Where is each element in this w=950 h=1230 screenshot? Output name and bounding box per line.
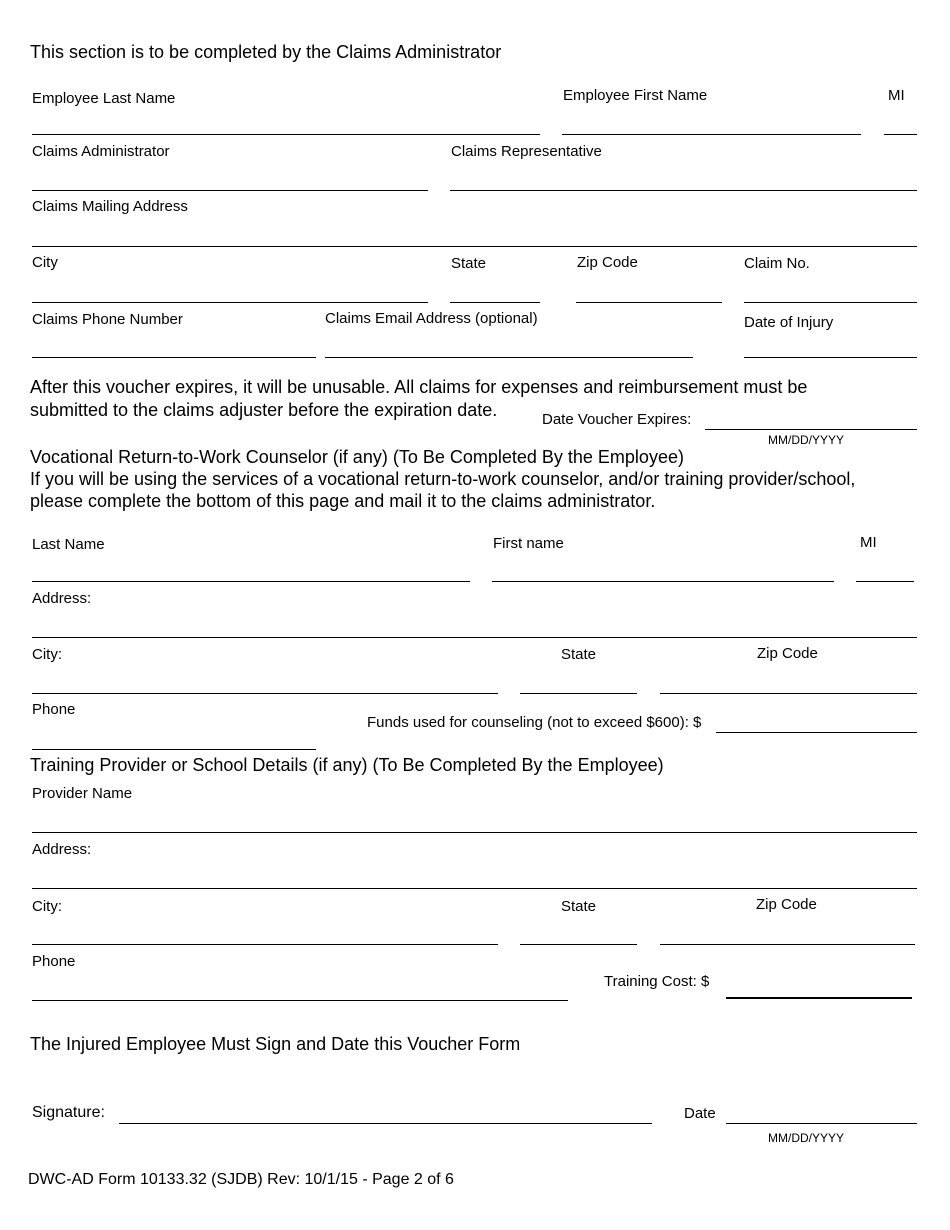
counselor-heading: Vocational Return-to-Work Counselor (if any) (To Be Completed By the Employee) — [30, 447, 684, 467]
signature-date-label: Date — [684, 1105, 716, 1122]
claims-administrator-label: Claims Administrator — [32, 143, 170, 160]
provider-address-label: Address: — [32, 841, 92, 858]
training-cost-label: Training Cost: $ — [604, 973, 710, 990]
provider-phone-field[interactable] — [32, 1000, 568, 1001]
counselor-first-name-field[interactable] — [492, 581, 834, 582]
claims-email-label: Claims Email Address (optional) — [325, 310, 538, 327]
date-of-injury-field[interactable] — [744, 357, 917, 358]
admin-zip-field[interactable] — [576, 302, 722, 303]
signature-field[interactable] — [119, 1123, 652, 1124]
counselor-mi-field[interactable] — [856, 581, 914, 582]
counselor-mi-label: MI — [860, 534, 877, 551]
provider-city-field[interactable] — [32, 944, 498, 945]
claims-phone-label: Claims Phone Number — [32, 311, 183, 328]
expiry-notice-line1: After this voucher expires, it will be unusable. All claims for expenses and reimbursement must be — [30, 377, 808, 397]
counselor-state-label: State — [561, 646, 597, 663]
admin-state-label: State — [451, 255, 487, 272]
counselor-zip-label: Zip Code — [757, 645, 818, 662]
employee-first-name-field[interactable] — [562, 134, 861, 135]
claims-mailing-address-field[interactable] — [32, 246, 917, 247]
date-voucher-expires-label: Date Voucher Expires: — [542, 411, 692, 428]
claims-representative-label: Claims Representative — [451, 143, 602, 160]
provider-name-label: Provider Name — [32, 785, 133, 802]
counselor-last-name-field[interactable] — [32, 581, 470, 582]
form-footer: DWC-AD Form 10133.32 (SJDB) Rev: 10/1/15 - Page 2 of 6 — [28, 1171, 454, 1188]
provider-zip-field[interactable] — [660, 944, 915, 945]
provider-zip-label: Zip Code — [756, 896, 817, 913]
signature-date-format: MM/DD/YYYY — [768, 1131, 845, 1145]
counselor-city-field[interactable] — [32, 693, 498, 694]
counselor-instructions-line1: If you will be using the services of a vocational return-to-work counselor, and/or training provider/school, — [30, 469, 856, 489]
admin-zip-label: Zip Code — [577, 254, 638, 271]
claims-administrator-field[interactable] — [32, 190, 428, 191]
counselor-state-field[interactable] — [520, 693, 637, 694]
claim-no-field[interactable] — [744, 302, 917, 303]
claims-representative-field[interactable] — [450, 190, 917, 191]
counselor-instructions-line2: please complete the bottom of this page and mail it to the claims administrator. — [30, 491, 656, 511]
signature-date-field[interactable] — [726, 1123, 917, 1124]
counseling-funds-label: Funds used for counseling (not to exceed $600): $ — [367, 714, 702, 731]
provider-city-label: City: — [32, 898, 62, 915]
claims-email-field[interactable] — [325, 357, 693, 358]
counseling-funds-field[interactable] — [716, 732, 917, 733]
counselor-city-label: City: — [32, 646, 62, 663]
provider-phone-label: Phone — [32, 953, 76, 970]
admin-state-field[interactable] — [450, 302, 540, 303]
counselor-address-label: Address: — [32, 590, 92, 607]
counselor-first-name-label: First name — [493, 535, 564, 552]
provider-name-field[interactable] — [32, 832, 917, 833]
employee-last-name-field[interactable] — [32, 134, 540, 135]
date-of-injury-label: Date of Injury — [744, 314, 834, 331]
admin-city-label: City — [32, 254, 58, 271]
expiry-date-format: MM/DD/YYYY — [768, 433, 845, 447]
employee-last-name-label: Employee Last Name — [32, 90, 176, 107]
date-voucher-expires-field[interactable] — [705, 429, 917, 430]
expiry-notice-line2: submitted to the claims adjuster before the expiration date. — [30, 400, 498, 420]
claims-phone-field[interactable] — [32, 357, 316, 358]
counselor-last-name-label: Last Name — [32, 536, 105, 553]
training-heading: Training Provider or School Details (if any) (To Be Completed By the Employee) — [30, 755, 664, 775]
signature-heading: The Injured Employee Must Sign and Date this Voucher Form — [30, 1034, 521, 1054]
admin-city-field[interactable] — [32, 302, 428, 303]
counselor-phone-label: Phone — [32, 701, 76, 718]
provider-address-field[interactable] — [32, 888, 917, 889]
employee-first-name-label: Employee First Name — [563, 87, 708, 104]
signature-label: Signature: — [32, 1104, 105, 1121]
claim-no-label: Claim No. — [744, 255, 810, 272]
counselor-phone-field[interactable] — [32, 749, 316, 750]
provider-state-field[interactable] — [520, 944, 637, 945]
training-cost-field[interactable] — [726, 997, 912, 999]
counselor-address-field[interactable] — [32, 637, 917, 638]
provider-state-label: State — [561, 898, 597, 915]
counselor-zip-field[interactable] — [660, 693, 917, 694]
claims-mailing-address-label: Claims Mailing Address — [32, 198, 188, 215]
section-title: This section is to be completed by the Claims Administrator — [30, 42, 502, 62]
employee-mi-field[interactable] — [884, 134, 917, 135]
employee-mi-label: MI — [888, 87, 905, 104]
